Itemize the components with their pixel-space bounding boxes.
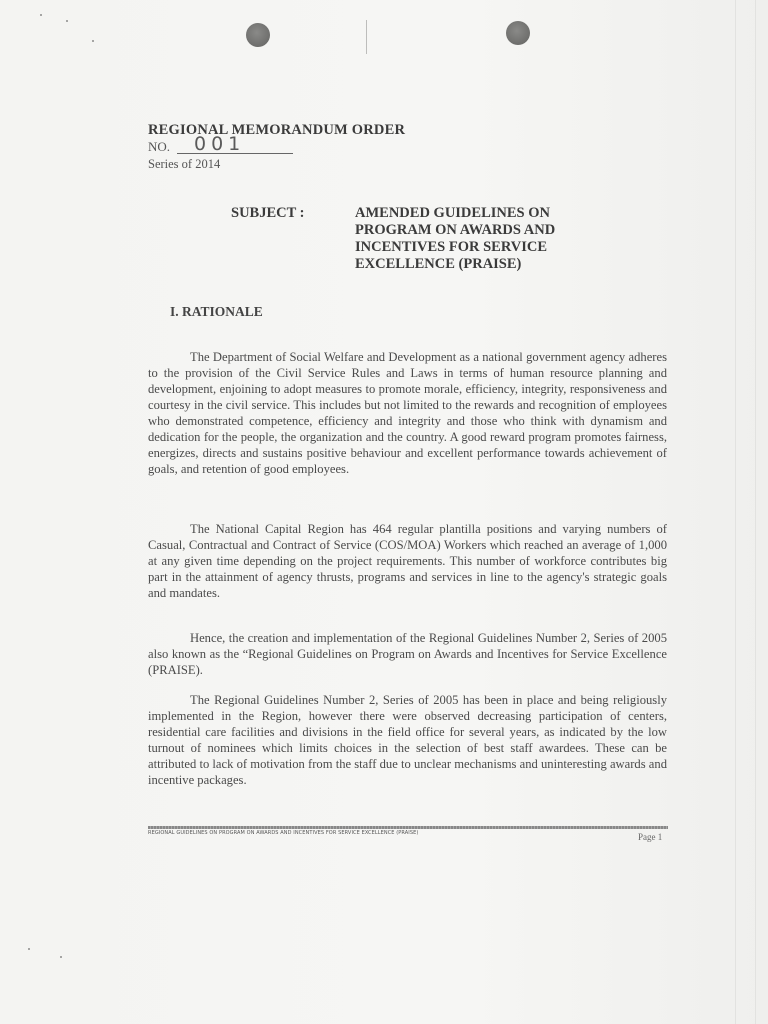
scan-speck	[40, 14, 42, 16]
memo-title: REGIONAL MEMORANDUM ORDER	[148, 122, 406, 138]
scan-speck	[28, 948, 30, 950]
section-heading: I. RATIONALE	[170, 304, 263, 319]
punch-hole-left	[246, 23, 270, 47]
footer-rule	[148, 826, 668, 829]
punch-hole-right	[506, 21, 530, 45]
scan-speck	[66, 20, 68, 22]
paragraph: The Regional Guidelines Number 2, Series of 2005 has been in place and being religiously implemented in the Region, however there were observed decreasing participation of centers, residential care facilities and divisions in the field office for several years, as indicated by the low turnout of nominees which limits choices in the selection of best staff awardees. These can be attributed to lack of motivation from the staff due to unclear mechanisms and uninteresting awards and incentive packages.	[148, 693, 667, 787]
memo-series: Series of 2014	[148, 157, 221, 171]
fold-mark	[366, 20, 367, 54]
subject-text: AMENDED GUIDELINES ON PROGRAM ON AWARDS AND INCENTIVES FOR SERVICE EXCELLENCE (PRAISE)	[355, 205, 556, 272]
scan-edge	[735, 0, 736, 1024]
page-number: Page 1	[638, 832, 663, 842]
scan-speck	[60, 956, 62, 958]
paragraph: Hence, the creation and implementation of the Regional Guidelines Number 2, Series of 2005 also known as the “Regional Guidelines on Program on Awards and Incentives for Service Excellence (PRAISE).	[148, 631, 667, 677]
subject-label: SUBJECT :	[231, 205, 305, 221]
paragraph: The Department of Social Welfare and Development as a national government agency adheres to the provision of the Civil Service Rules and Laws in terms of human resource planning and development, enjoining to adopt measures to promote morale, efficiency, integrity, responsiveness and courtesy in the civil service. This includes but not limited to the rewards and recognition of employees who demonstrated competence, efficiency and integrity and those who think with dynamism and dedication for the people, the organization and the country. A good reward program promotes fairness, energizes, directs and sustains positive behaviour and excellent performance towards achievement of goals, and retention of good employees.	[148, 350, 667, 476]
memo-number-label: NO.	[148, 139, 171, 154]
footer-title: REGIONAL GUIDELINES ON PROGRAM ON AWARDS AND INCENTIVES FOR SERVICE EXCELLENCE (PRAISE)	[148, 830, 419, 836]
memo-number-value: 001	[194, 133, 246, 155]
paragraph: The National Capital Region has 464 regular plantilla positions and varying numbers of Casual, Contractual and Contract of Service (COS/MOA) Workers which reached an average of 1,000 at any given time depending on the project requirements. This number of workforce contributes big part in the attainment of agency thrusts, programs and services in line to the agency's strategic goals and mandates.	[148, 522, 667, 600]
scan-speck	[92, 40, 94, 42]
scan-edge	[755, 0, 756, 1024]
